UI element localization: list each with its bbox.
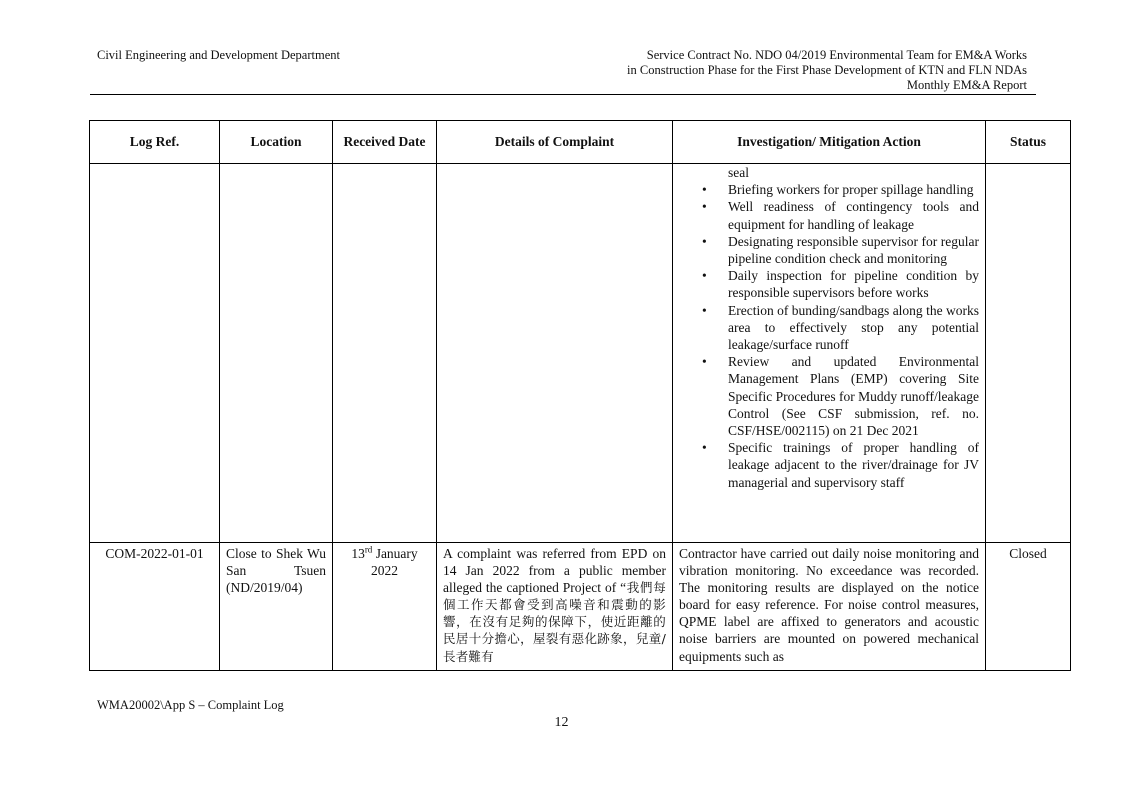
cell-details — [437, 164, 673, 543]
header-rule — [90, 94, 1036, 95]
cell-details — [437, 543, 673, 671]
cell-status — [986, 164, 1071, 543]
received-day: 13 — [351, 546, 365, 561]
list-item: • Well readiness of contingency tools and equipment for handling of leakage — [728, 198, 979, 232]
cell-location — [220, 164, 333, 543]
col-header-details: Details of Complaint — [437, 121, 673, 164]
log-ref-text: COM-2022-01-01 — [105, 546, 204, 561]
received-day-suffix: rd — [364, 544, 373, 555]
col-header-received-date: Received Date — [333, 121, 437, 164]
cell-log-ref — [90, 543, 220, 671]
list-item: • Briefing workers for proper spillage handling — [728, 181, 979, 198]
cell-action — [673, 164, 986, 543]
header-contract — [627, 48, 1027, 93]
cell-log-ref — [90, 164, 220, 543]
header-contract-line: in Construction Phase for the First Phase Development of KTN and FLN NDAs — [627, 63, 1027, 77]
received-date-text — [333, 543, 436, 579]
page-number: 12 — [554, 715, 569, 730]
list-item: • Erection of bunding/sandbags along the works area to effectively stop any potential leakage/surface runoff — [728, 302, 979, 354]
list-item: • Daily inspection for pipeline condition by responsible supervisors before works — [728, 267, 979, 301]
cell-received-date — [333, 543, 437, 671]
col-header-location: Location — [220, 121, 333, 164]
table-header-row — [90, 121, 1071, 164]
header-department: Civil Engineering and Development Department — [97, 48, 340, 62]
list-item: • Designating responsible supervisor for regular pipeline condition check and monitoring — [728, 233, 979, 267]
list-item: • Review and updated Environmental Management Plans (EMP) covering Site Specific Procedures for Muddy runoff/leakage Control (See CSF submission, ref. no. CSF/HSE/002115) on 21 Dec 2021 — [728, 353, 979, 439]
cell-action — [673, 543, 986, 671]
header-report-title: Monthly EM&A Report — [906, 78, 1027, 92]
cell-received-date — [333, 164, 437, 543]
cell-status — [986, 543, 1071, 671]
header-contract-line: Service Contract No. NDO 04/2019 Environmental Team for EM&A Works — [646, 48, 1027, 62]
details-chinese: 我們每個工作天都會受到高噪音和震動的影響，在沒有足夠的保障下，使近距離的民居十分擔心，屋裂有惡化跡象，兒童/長者難有 — [443, 580, 666, 664]
location-text: Close to Shek Wu San Tsuen (ND/2019/04) — [226, 546, 326, 596]
table-row — [90, 164, 1071, 543]
col-header-status: Status — [986, 121, 1071, 164]
footer-document-ref: WMA20002\App S – Complaint Log — [97, 698, 284, 712]
action-list — [673, 164, 985, 491]
list-item: seal — [728, 165, 749, 180]
status-text: Closed — [1009, 546, 1047, 561]
table-row — [90, 543, 1071, 671]
cell-location — [220, 543, 333, 671]
details-english: A complaint was referred from EPD on 14 Jan 2022 from a public member alleged the captioned Project of “ — [443, 546, 666, 596]
details-text — [437, 543, 672, 665]
col-header-log-ref: Log Ref. — [90, 121, 220, 164]
action-text: Contractor have carried out daily noise monitoring and vibration monitoring. No exceedance was recorded. The monitoring results are displayed on the notice board for easy reference. For noise control measures, QPME label are affixed to generators and acoustic noise barriers are mounted on powered mechanical equipments such as — [679, 546, 979, 664]
col-header-action: Investigation/ Mitigation Action — [673, 121, 986, 164]
received-month-year: January 2022 — [371, 546, 418, 579]
list-item: • Specific trainings of proper handling of leakage adjacent to the river/drainage for JV managerial and supervisory staff — [728, 439, 979, 491]
complaint-log-table — [89, 120, 1071, 671]
